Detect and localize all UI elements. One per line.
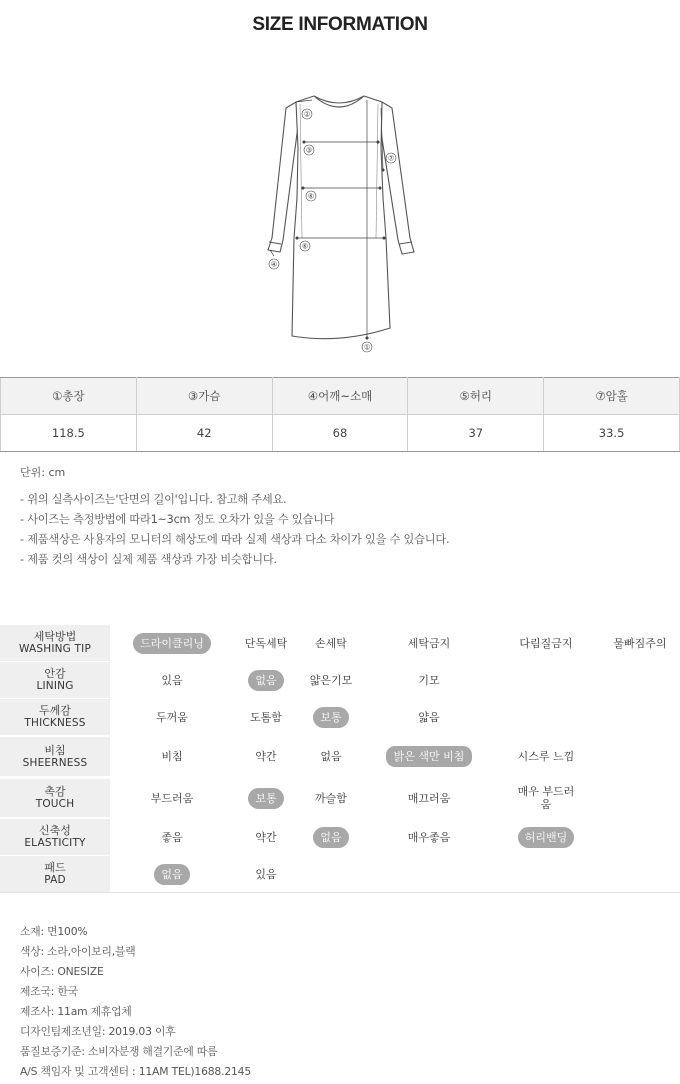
marker-6-upper: ⑥ bbox=[307, 192, 315, 201]
attr-option: 있음 bbox=[255, 867, 277, 881]
attr-option: 약간 bbox=[255, 750, 277, 763]
attr-label-en: SHEERNESS bbox=[22, 756, 88, 769]
attr-option: 매우좋음 bbox=[407, 830, 451, 844]
attr-option: 밝은 색만 비침 bbox=[384, 737, 474, 776]
size-header-total-length: ①총장 bbox=[1, 378, 137, 415]
attr-label-en: THICKNESS bbox=[24, 717, 86, 729]
attr-row-washing bbox=[0, 625, 680, 662]
attr-option: 약간 bbox=[255, 830, 277, 844]
attr-option: 보통 bbox=[296, 699, 366, 735]
info-size: 사이즈: ONESIZE bbox=[20, 965, 104, 978]
attr-label-en: TOUCH bbox=[35, 798, 75, 810]
info-color: 색상: 소라,아이보리,블랙 bbox=[20, 945, 136, 958]
note-item: - 위의 실측사이즈는'단면의 길이'입니다. 참고해 주세요. bbox=[20, 493, 287, 506]
attr-head-elasticity bbox=[0, 819, 110, 855]
attr-option: 없음 bbox=[320, 750, 342, 763]
size-header-armhole: ⑦암홀 bbox=[544, 378, 680, 415]
note-item: - 사이즈는 측정방법에 따라1~3cm 정도 오차가 있을 수 있습니다 bbox=[20, 513, 335, 526]
info-manufacturer: 제조사: 11am 제휴업체 bbox=[20, 1005, 132, 1018]
attr-option: 얇은기모 bbox=[309, 673, 353, 687]
size-value-shoulder-sleeve: 68 bbox=[272, 415, 408, 452]
size-notes bbox=[20, 490, 449, 570]
size-value-chest: 42 bbox=[136, 415, 272, 452]
attr-option: 없음 bbox=[296, 819, 366, 855]
marker-2: ② bbox=[303, 110, 311, 119]
marker-7: ⑦ bbox=[387, 154, 395, 163]
attr-row-thickness bbox=[0, 699, 680, 736]
attr-label-en: WASHING TIP bbox=[18, 643, 92, 655]
attr-option: 손세탁 bbox=[315, 636, 347, 650]
attr-head-touch bbox=[0, 779, 110, 817]
attr-option: 허리밴딩 bbox=[496, 819, 596, 855]
size-table bbox=[0, 377, 680, 452]
attr-row-elasticity bbox=[0, 819, 680, 856]
attr-head-pad bbox=[0, 856, 110, 892]
attr-label-ko: 비침 bbox=[44, 743, 66, 757]
note-item: - 제품색상은 사용자의 모니터의 해상도에 따라 실제 색상과 다소 차이가 있을 수 있습니다. bbox=[20, 533, 450, 546]
size-header-shoulder-sleeve: ④어깨~소매 bbox=[272, 378, 408, 415]
attr-option: 있음 bbox=[161, 673, 183, 687]
marker-3: ③ bbox=[305, 146, 313, 155]
attr-option: 좋음 bbox=[161, 830, 183, 844]
info-material: 소재: 면100% bbox=[20, 925, 88, 938]
attr-label-ko: 세탁방법 bbox=[33, 630, 77, 643]
info-manufacture-date: 디자인팀제조년일: 2019.03 이후 bbox=[20, 1025, 176, 1038]
size-value-waist: 37 bbox=[408, 415, 544, 452]
product-info-list bbox=[20, 922, 251, 1082]
attr-option: 도톰함 bbox=[250, 710, 282, 724]
attr-option: 시스루 느낌 bbox=[517, 750, 575, 763]
attr-option: 보통 bbox=[226, 779, 306, 817]
grid-divider bbox=[0, 892, 680, 893]
marker-4: ④ bbox=[270, 260, 278, 269]
attr-row-touch bbox=[0, 779, 680, 818]
attr-label-en: ELASTICITY bbox=[24, 837, 86, 849]
attr-option: 부드러움 bbox=[150, 791, 194, 805]
dress-size-diagram bbox=[250, 88, 430, 358]
attr-head-washing bbox=[0, 625, 110, 661]
attr-label-en: PAD bbox=[44, 874, 66, 886]
attr-label-en: LINING bbox=[36, 680, 74, 692]
attr-option: 물빠짐주의 bbox=[613, 636, 667, 650]
attr-head-lining bbox=[0, 662, 110, 698]
attr-option: 두꺼움 bbox=[156, 710, 188, 724]
attr-option: 매우 부드러움 bbox=[517, 785, 575, 811]
note-item: - 제품 컷의 색상이 실제 제품 색상과 가장 비슷합니다. bbox=[20, 553, 277, 566]
attr-label-ko: 안감 bbox=[44, 667, 66, 680]
attr-option: 없음 bbox=[226, 662, 306, 698]
marker-1: ① bbox=[363, 343, 371, 352]
attr-option: 드라이클리닝 bbox=[122, 625, 222, 661]
attr-head-sheerness bbox=[0, 737, 110, 776]
attr-label-ko: 두께감 bbox=[39, 704, 71, 717]
attr-option: 세탁금지 bbox=[407, 636, 451, 650]
attr-row-lining bbox=[0, 662, 680, 699]
size-table-header-row bbox=[1, 378, 680, 415]
unit-label: 단위: cm bbox=[20, 466, 66, 479]
attr-option: 없음 bbox=[122, 856, 222, 892]
info-customer-service: A/S 책임자 및 고객센터 : 11AM TEL)1688.2145 bbox=[20, 1065, 252, 1078]
info-warranty: 품질보증기준: 소비자분쟁 해결기준에 따름 bbox=[20, 1045, 218, 1058]
attr-option: 다림질금지 bbox=[519, 636, 573, 650]
size-value-total-length: 118.5 bbox=[1, 415, 137, 452]
attr-option: 비침 bbox=[161, 750, 183, 763]
attr-label-ko: 촉감 bbox=[44, 785, 66, 798]
size-table-value-row bbox=[1, 415, 680, 452]
info-country: 제조국: 한국 bbox=[20, 985, 78, 998]
size-value-armhole: 33.5 bbox=[544, 415, 680, 452]
attr-option: 단독세탁 bbox=[244, 636, 288, 650]
size-header-waist: ⑤허리 bbox=[408, 378, 544, 415]
size-header-chest: ③가슴 bbox=[136, 378, 272, 415]
dress-outline-icon bbox=[250, 88, 430, 358]
marker-6-lower: ⑥ bbox=[301, 242, 309, 251]
page-title: SIZE INFORMATION bbox=[252, 14, 428, 35]
attr-option: 까슬함 bbox=[315, 791, 347, 805]
attr-option: 매끄러움 bbox=[407, 791, 451, 805]
attr-row-sheerness bbox=[0, 737, 680, 777]
attr-head-thickness bbox=[0, 699, 110, 735]
attr-row-pad bbox=[0, 856, 680, 893]
attr-option: 얇음 bbox=[418, 710, 440, 724]
attr-label-ko: 패드 bbox=[44, 861, 66, 874]
attr-label-ko: 신축성 bbox=[39, 824, 71, 837]
attr-option: 기모 bbox=[418, 673, 440, 687]
